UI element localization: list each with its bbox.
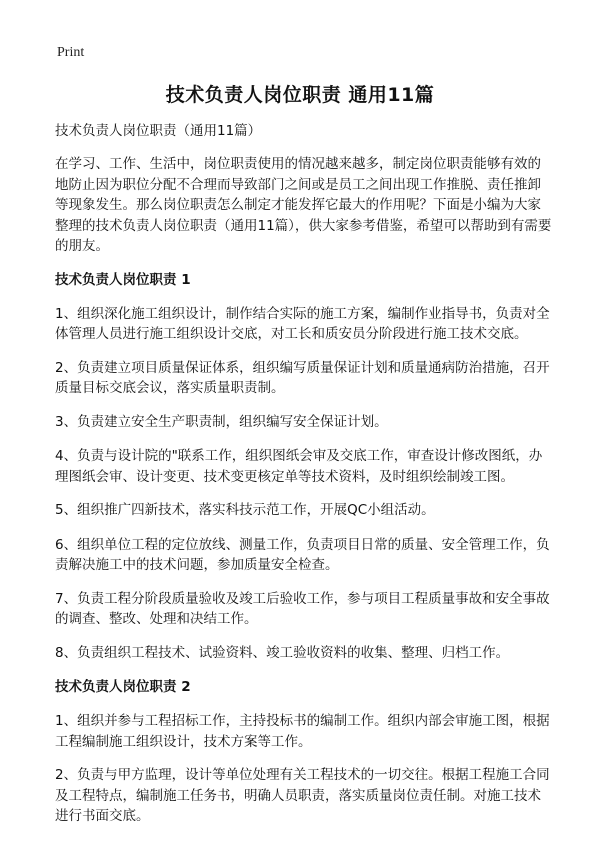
section-2-item-1: 1、组织并参与工程招标工作，主持投标书的编制工作。组织内部会审施工图，根据工程编制施工组织设计，技术方案等工作。 xyxy=(55,713,550,750)
document-subtitle: 技术负责人岗位职责（通用11篇） xyxy=(55,123,262,139)
section-heading-1: 技术负责人岗位职责 1 xyxy=(55,271,191,288)
document-title: 技术负责人岗位职责 通用11篇 xyxy=(165,84,435,106)
section-1-item-6: 6、组织单位工程的定位放线、测量工作，负责项目日常的质量、安全管理工作，负责解决施工中的技术问题，参加质量安全检查。 xyxy=(55,536,550,573)
intro-paragraph: 在学习、工作、生活中，岗位职责使用的情况越来越多，制定岗位职责能够有效的地防止因为职位分配不合理而导致部门之间或是员工之间出现工作推脱、责任推卸等现象发生。那么岗位职责怎么制定才能发挥它最大的作用呢？下面是小编为大家整理的技术负责人岗位职责（通用11篇），供大家参考借鉴，希望可以帮助到有需要的朋友。 xyxy=(55,156,552,254)
section-2-item-2: 2、负责与甲方监理，设计等单位处理有关工程技术的一切交往。根据工程施工合同及工程特点，编制施工任务书，明确人员职责，落实质量岗位责任制。对施工技术进行书面交底。 xyxy=(55,767,550,824)
section-1-item-5: 5、组织推广四新技术，落实科技示范工作，开展QC小组活动。 xyxy=(55,502,435,518)
section-1-item-8: 8、负责组织工程技术、试验资料、竣工验收资料的收集、整理、归档工作。 xyxy=(55,644,510,661)
section-1-item-3: 3、负责建立安全生产职责制，组织编写安全保证计划。 xyxy=(55,413,388,430)
section-1-item-2: 2、负责建立项目质量保证体系，组织编写质量保证计划和质量通病防治措施，召开质量目标交底会议，落实质量职责制。 xyxy=(55,359,550,396)
section-1-item-4: 4、负责与设计院的"联系工作，组织图纸会审及交底工作，审查设计修改图纸，办理图纸会审、设计变更、技术变更核定单等技术资料，及时组织绘制竣工图。 xyxy=(55,448,543,485)
print-label[interactable]: Print xyxy=(57,45,85,60)
section-1-item-1: 1、组织深化施工组织设计，制作结合实际的施工方案，编制作业指导书，负责对全体管理人员进行施工组织设计交底，对工长和质安员分阶段进行施工技术交底。 xyxy=(55,305,550,342)
document-body xyxy=(55,121,552,841)
section-1-item-7: 7、负责工程分阶段质量验收及竣工后验收工作，参与项目工程质量事故和安全事故的调查、整改、处理和决结工作。 xyxy=(55,590,550,627)
section-heading-2: 技术负责人岗位职责 2 xyxy=(55,679,191,695)
